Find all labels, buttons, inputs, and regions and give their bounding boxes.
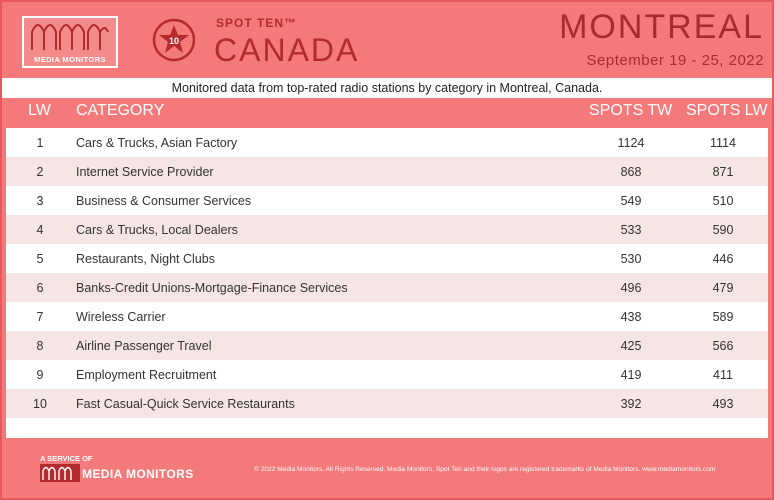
row-spots-lw: 446 bbox=[712, 252, 734, 266]
copyright-notice: © 2022 Media Monitors. All Rights Reserved. Media Monitors, Spot Ten and their logos are registered trademarks of Media Monitors. www.mediamonitors.com bbox=[254, 466, 716, 473]
row-spots-tw: 549 bbox=[620, 194, 642, 208]
table-row bbox=[6, 389, 768, 418]
row-spots-tw: 419 bbox=[620, 368, 642, 382]
header-lw: LW bbox=[28, 102, 51, 119]
table-row bbox=[6, 128, 768, 157]
subtitle: Monitored data from top-rated radio stations by category in Montreal, Canada. bbox=[2, 78, 772, 98]
row-spots-tw: 438 bbox=[620, 310, 642, 324]
row-spots-lw: 871 bbox=[712, 165, 734, 179]
row-category: Banks-Credit Unions-Mortgage-Finance Services bbox=[76, 281, 348, 295]
table-row bbox=[6, 331, 768, 360]
row-spots-lw: 590 bbox=[712, 223, 734, 237]
city-title: MONTREAL bbox=[559, 8, 764, 46]
row-spots-lw: 566 bbox=[712, 339, 734, 353]
row-spots-tw: 425 bbox=[620, 339, 642, 353]
row-spots-lw: 411 bbox=[713, 368, 733, 382]
row-rank: 4 bbox=[36, 223, 44, 237]
header-spots-tw: SPOTS TW bbox=[589, 102, 673, 119]
row-spots-lw: 510 bbox=[712, 194, 734, 208]
badge-number: 10 bbox=[168, 36, 180, 46]
country-title: CANADA bbox=[214, 32, 360, 68]
table-row bbox=[6, 186, 768, 215]
table-header bbox=[6, 98, 768, 128]
row-rank: 6 bbox=[36, 281, 44, 295]
row-spots-lw: 589 bbox=[712, 310, 734, 324]
media-monitors-logo bbox=[22, 16, 118, 68]
spot-ten-label: SPOT TEN™ bbox=[216, 16, 298, 30]
row-spots-tw: 392 bbox=[620, 397, 642, 411]
row-spots-lw: 479 bbox=[712, 281, 734, 295]
row-category: Business & Consumer Services bbox=[76, 194, 252, 208]
row-spots-lw: 493 bbox=[712, 397, 734, 411]
row-category: Cars & Trucks, Local Dealers bbox=[76, 223, 238, 237]
header bbox=[2, 2, 772, 78]
table-row bbox=[6, 273, 768, 302]
row-spots-lw: 1114 bbox=[710, 136, 736, 150]
footer-logo-text: MEDIA MONITORS bbox=[82, 467, 194, 481]
table-row bbox=[6, 302, 768, 331]
row-category: Restaurants, Night Clubs bbox=[76, 252, 215, 266]
star-badge-icon bbox=[152, 18, 196, 62]
service-of-label: A SERVICE OF bbox=[40, 454, 93, 463]
row-category: Wireless Carrier bbox=[76, 310, 166, 324]
row-rank: 9 bbox=[36, 368, 44, 382]
table-row bbox=[6, 360, 768, 389]
row-category: Internet Service Provider bbox=[76, 165, 214, 179]
logo-text: MEDIA MONITORS bbox=[34, 55, 106, 64]
row-category: Cars & Trucks, Asian Factory bbox=[76, 136, 238, 150]
row-rank: 1 bbox=[36, 136, 44, 150]
table-row bbox=[6, 215, 768, 244]
row-category: Employment Recruitment bbox=[76, 368, 217, 382]
footer-waveform-icon bbox=[40, 464, 80, 482]
date-range: September 19 - 25, 2022 bbox=[586, 52, 764, 69]
row-rank: 7 bbox=[36, 310, 44, 324]
waveform-icon bbox=[30, 22, 110, 52]
row-category: Fast Casual-Quick Service Restaurants bbox=[76, 397, 295, 411]
row-spots-tw: 1124 bbox=[617, 136, 645, 150]
row-rank: 2 bbox=[36, 165, 44, 179]
row-spots-tw: 868 bbox=[620, 165, 642, 179]
row-rank: 8 bbox=[36, 339, 44, 353]
row-rank: 10 bbox=[33, 397, 47, 411]
row-category: Airline Passenger Travel bbox=[76, 339, 212, 353]
row-rank: 3 bbox=[36, 194, 44, 208]
row-spots-tw: 530 bbox=[620, 252, 642, 266]
row-rank: 5 bbox=[36, 252, 44, 266]
table-row bbox=[6, 157, 768, 186]
header-spots-lw: SPOTS LW bbox=[686, 102, 768, 119]
row-spots-tw: 533 bbox=[620, 223, 642, 237]
category-table bbox=[6, 98, 768, 438]
header-category: CATEGORY bbox=[76, 102, 165, 119]
table-row bbox=[6, 244, 768, 273]
row-spots-tw: 496 bbox=[620, 281, 642, 295]
